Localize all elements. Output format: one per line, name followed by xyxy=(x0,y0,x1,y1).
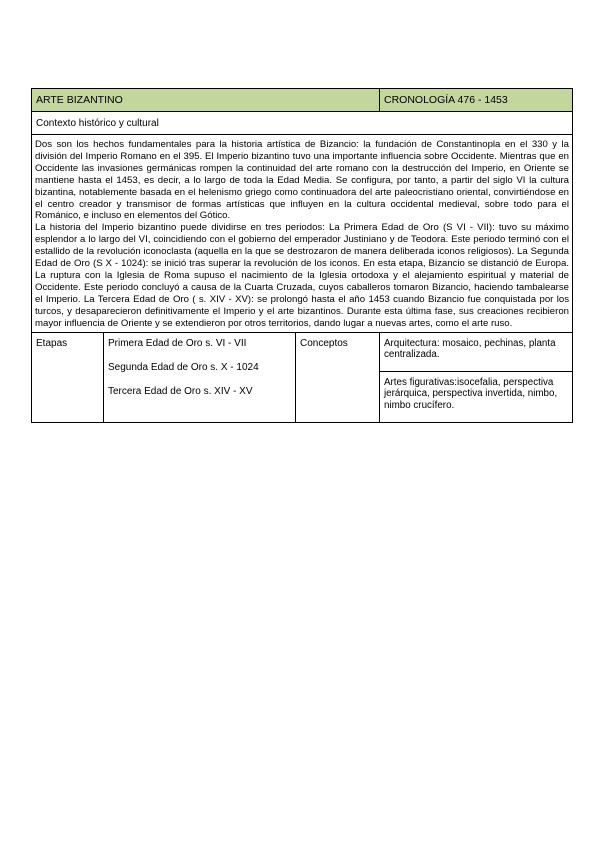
conceptos-label: Conceptos xyxy=(296,332,380,422)
concepts-row-1 xyxy=(32,332,573,371)
context-paragraph-1: Dos son los hechos fundamentales para la historia artística de Bizancio: la fundación de Constantinopla en el 330 y la división del Imperio Romano en el 395. El Imperio bizantino tuvo una importante influencia sobre Occidente. Mientras que en Occidente las invasiones germánicas rompen la continuidad del arte romano con la destrucción del Imperio, en Oriente se mantiene hasta el 1453, es decir, a lo largo de toda la Edad Media. Se configura, por tanto, a partir del siglo VI la cultura bizantina, notablemente basada en el helenismo griego como continuadora del arte paleocristiano oriental, convirtiéndose en el centro creador y transmisor de formas artísticas que influyen en la cultura occidental medieval, sobre todo para el Románico, e incluso en elementos del Gótico. xyxy=(35,139,569,222)
period-item: Primera Edad de Oro s. VI - VII xyxy=(108,337,247,349)
etapas-label: Etapas xyxy=(32,332,104,422)
context-body xyxy=(32,135,573,333)
period-item: Segunda Edad de Oro s. X - 1024 xyxy=(108,361,259,373)
art-summary-table xyxy=(31,88,573,423)
document-page xyxy=(31,88,572,423)
context-body-row xyxy=(32,135,573,333)
header-row xyxy=(32,89,573,112)
context-paragraph-2: La historia del Imperio bizantino puede dividirse en tres periodos: La Primera Edad de Oro (S VI - VII): tuvo su máximo esplendor a lo largo del VI, coincidiendo con el gobierno del emperador Justiniano y de Teodora. Este periodo terminó con el estallido de la revolución iconoclasta (aquella en la que se destrozaron de manera deliberada iconos religiosos). La Segunda Edad de Oro (S X - 1024): se inició tras superar la revolución de los iconos. En esta etapa, Bizancio se distanció de Europa. La ruptura con la Iglesia de Roma supuso el nacimiento de la Iglesia ortodoxa y el alejamiento espiritual y material de Occidente. Este periodo concluyó a causa de la Cuarta Cruzada, cuyos caballeros tomaron Bizancio, haciendo tambalearse el Imperio. La Tercera Edad de Oro ( s. XIV - XV): se prolongó hasta el año 1453 cuando Bizancio fue conquistada por los turcos, y desaparecieron definitivamente el Imperio y el arte bizantinos. Durante esta última fase, sus creaciones recibieron mayor influencia de Oriente y se extendieron por otros territorios, dando lugar a nuevas artes, como el arte ruso. xyxy=(35,222,569,329)
chronology-label: CRONOLOGÍA 476 - 1453 xyxy=(380,89,573,112)
concept-artes-figurativas: Artes figurativas:isocefalia, perspectiva jerárquica, perspectiva invertida, nimbo, nimbo crucífero. xyxy=(380,371,573,422)
context-label: Contexto histórico y cultural xyxy=(32,112,573,135)
periods-cell xyxy=(104,332,296,422)
period-item: Tercera Edad de Oro s. XIV - XV xyxy=(108,385,253,397)
context-label-row xyxy=(32,112,573,135)
concept-arquitectura: Arquitectura: mosaico, pechinas, planta centralizada. xyxy=(380,332,573,371)
table-title: ARTE BIZANTINO xyxy=(32,89,380,112)
